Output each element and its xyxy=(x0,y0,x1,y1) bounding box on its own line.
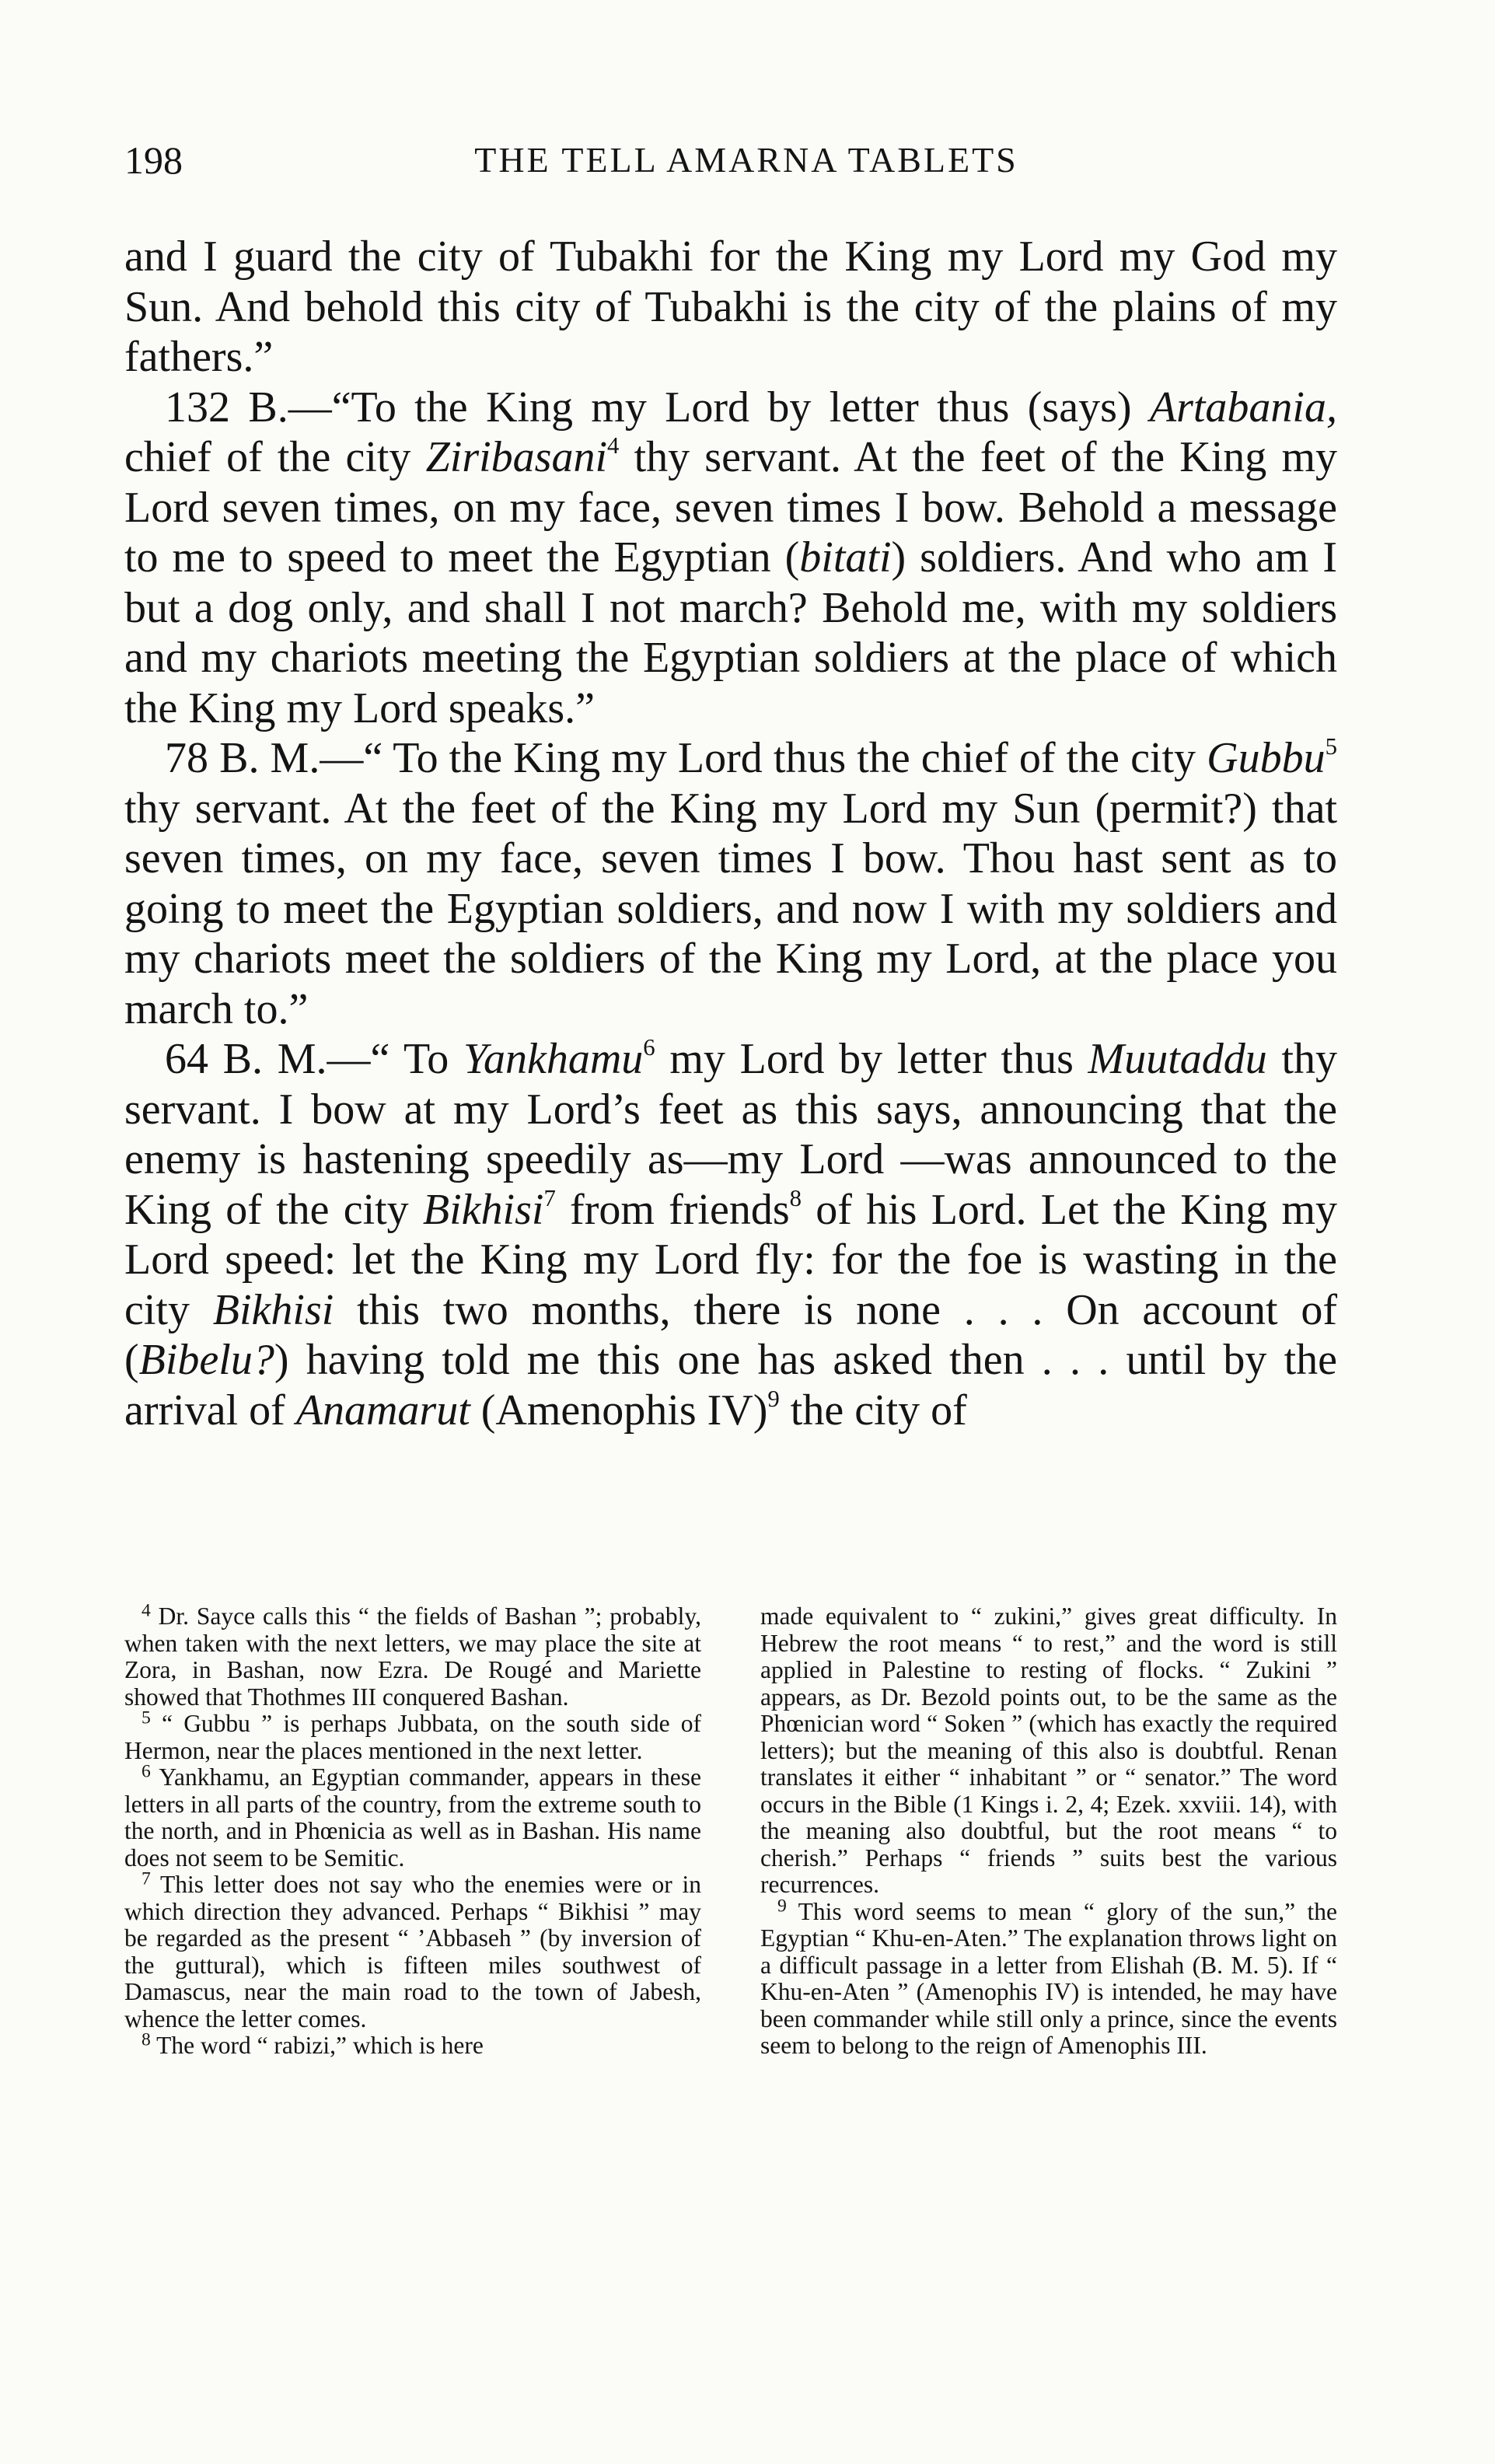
footnote-6 xyxy=(124,1761,701,1872)
text-run: 132 B.—“To the King my Lord by letter thus (says) xyxy=(165,383,1132,432)
text-run: 64 B. M.—“ To xyxy=(165,1035,463,1083)
text-run: thy servant. At the feet of the King my Lord seven times, on my face, seven times I bow. Behold a message to me to speed to meet the Egyptian ( xyxy=(124,433,1338,582)
footnote-text: Yankhamu, an Egyptian commander, appears in these letters in all parts of the country, from the extreme south to the north, and in Phœnicia as well as in Bashan. His name does not seem to be Semitic. xyxy=(124,1763,701,1872)
footnote-9 xyxy=(760,1895,1337,2060)
footnote-text: The word “ rabizi,” which is here xyxy=(150,2032,484,2059)
italic-run: Muutaddu xyxy=(1088,1035,1267,1083)
text-run: of his Lord. Let the King my Lord speed: let the King my Lord fly: for the foe is wasting in the city xyxy=(124,1185,1338,1334)
footnote-ref: 5 xyxy=(1325,732,1337,760)
footnote-ref: 8 xyxy=(789,1184,802,1211)
footnote-text: “ Gubbu ” is perhaps Jubbata, on the south side of Hermon, near the places mentioned in the next letter. xyxy=(124,1710,701,1764)
footnote-5 xyxy=(124,1707,701,1764)
paragraph-2 xyxy=(124,383,1337,734)
footnotes-column-left xyxy=(124,1600,701,2060)
paragraph-3 xyxy=(124,733,1337,1034)
running-title: THE TELL AMARNA TABLETS xyxy=(474,140,1018,180)
footnote-ref: 4 xyxy=(607,432,620,459)
italic-run: Ziribasani xyxy=(425,433,608,481)
italic-run: Yankhamu xyxy=(463,1035,644,1083)
text-run: this two months, there is none . . . On account of ( xyxy=(124,1285,1337,1384)
footnote-mark: 5 xyxy=(141,1707,151,1728)
footnote-8 xyxy=(124,2029,701,2060)
paragraph-1 xyxy=(124,232,1337,383)
footnotes xyxy=(124,1600,1337,2060)
text-run: from friends xyxy=(555,1185,790,1234)
footnote-7 xyxy=(124,1868,701,2032)
footnote-ref: 9 xyxy=(767,1385,780,1412)
footnote-ref: 6 xyxy=(643,1033,655,1061)
footnote-mark: 9 xyxy=(777,1895,787,1916)
italic-run: Gubbu xyxy=(1207,734,1326,782)
page-number: 198 xyxy=(124,138,183,182)
footnote-text: Dr. Sayce calls this “ the fields of Bashan ”; probably, when taken with the next letters, we may place the site at Zora, in Bashan, now Ezra. De Rougé and Mariette showed that Thothmes III conquered Bashan. xyxy=(124,1602,701,1711)
footnotes-column-right xyxy=(760,1603,1337,2060)
footnote-mark: 7 xyxy=(141,1868,151,1889)
paragraph-4 xyxy=(124,1034,1337,1435)
footnote-mark: 8 xyxy=(141,2029,151,2050)
footnote-8-continued: made equivalent to “ zukini,” gives great difficulty. In Hebrew the root means “ to rest,” and the word is still applied in Palestine to resting of flocks. “ Zukini ” appears, as Dr. Bezold points out, to be the same as the Phœnician word “ Soken ” (which has exactly the required letters); but the meaning of this also is doubtful. Renan translates it either “ inhabitant ” or “ senator.” The word occurs in the Bible (1 Kings i. 2, 4; Ezek. xxviii. 14), with the meaning also doubtful, but the root means “ to cherish.” Perhaps “ friends ” suits best the various recurrences. xyxy=(760,1602,1337,1898)
italic-run: bitati xyxy=(799,533,892,582)
italic-run: Artabania, xyxy=(1149,383,1337,432)
italic-run: Bikhisi xyxy=(212,1285,334,1334)
main-text xyxy=(124,232,1337,1435)
text-run: my Lord by letter thus xyxy=(655,1035,1088,1083)
footnote-ref: 7 xyxy=(543,1184,556,1211)
footnote-mark: 6 xyxy=(141,1761,151,1782)
text-run: thy servant. I bow at my Lord’s feet as this says, announcing that the enemy is hastening speedily as—my Lord —was announced to the King of the city xyxy=(124,1035,1337,1234)
footnote-text: This letter does not say who the enemies were or in which direction they advanced. Perhaps “ Bikhisi ” may be regarded as the present “ ’Abbaseh ” (by inversion of the guttural), which is fifteen miles southwest of Damascus, near the main road to the town of Jabesh, whence the letter comes. xyxy=(124,1871,701,2032)
footnote-mark: 4 xyxy=(141,1600,151,1621)
italic-run: Bikhisi xyxy=(422,1185,544,1234)
text-run: (Amenophis IV) xyxy=(470,1386,768,1435)
text-run: 78 B. M.—“ To the King my Lord thus the chief of the city xyxy=(165,734,1207,782)
footnote-4 xyxy=(124,1600,701,1711)
italic-run: Anamarut xyxy=(295,1386,470,1435)
text-run: ) soldiers. And who am I but a dog only, and shall I not march? Behold me, with my soldiers and my chariots meeting the Egyptian soldiers at the place of which the King my Lord speaks.” xyxy=(124,533,1337,732)
italic-run: Bibelu? xyxy=(138,1336,274,1384)
footnote-text: This word seems to mean “ glory of the sun,” the Egyptian “ Khu-en-Aten.” The explanation throws light on a difficult passage in a letter from Elishah (B. M. 5). If “ Khu-en-Aten ” (Amenophis IV) is intended, he may have been commander while still only a prince, since the events seem to belong to the reign of Amenophis III. xyxy=(760,1897,1337,2059)
text-run: chief of the city xyxy=(124,433,426,481)
page-header xyxy=(124,137,1337,183)
text-run: ) having told me this one has asked then . . . until by the arrival of xyxy=(124,1336,1337,1435)
paragraph-1-text: and I guard the city of Tubakhi for the King my Lord my God my Sun. And behold this city of Tubakhi is the city of the plains of my fathers.” xyxy=(124,232,1337,381)
text-run: thy servant. At the feet of the King my Lord my Sun (permit?) that seven times, on my face, seven times I bow. Thou hast sent as to going to meet the Egyptian soldiers, and now I with my soldiers and my chariots meet the soldiers of the King my Lord, at the place you march to.” xyxy=(124,784,1337,1033)
text-run: the city of xyxy=(779,1386,967,1435)
